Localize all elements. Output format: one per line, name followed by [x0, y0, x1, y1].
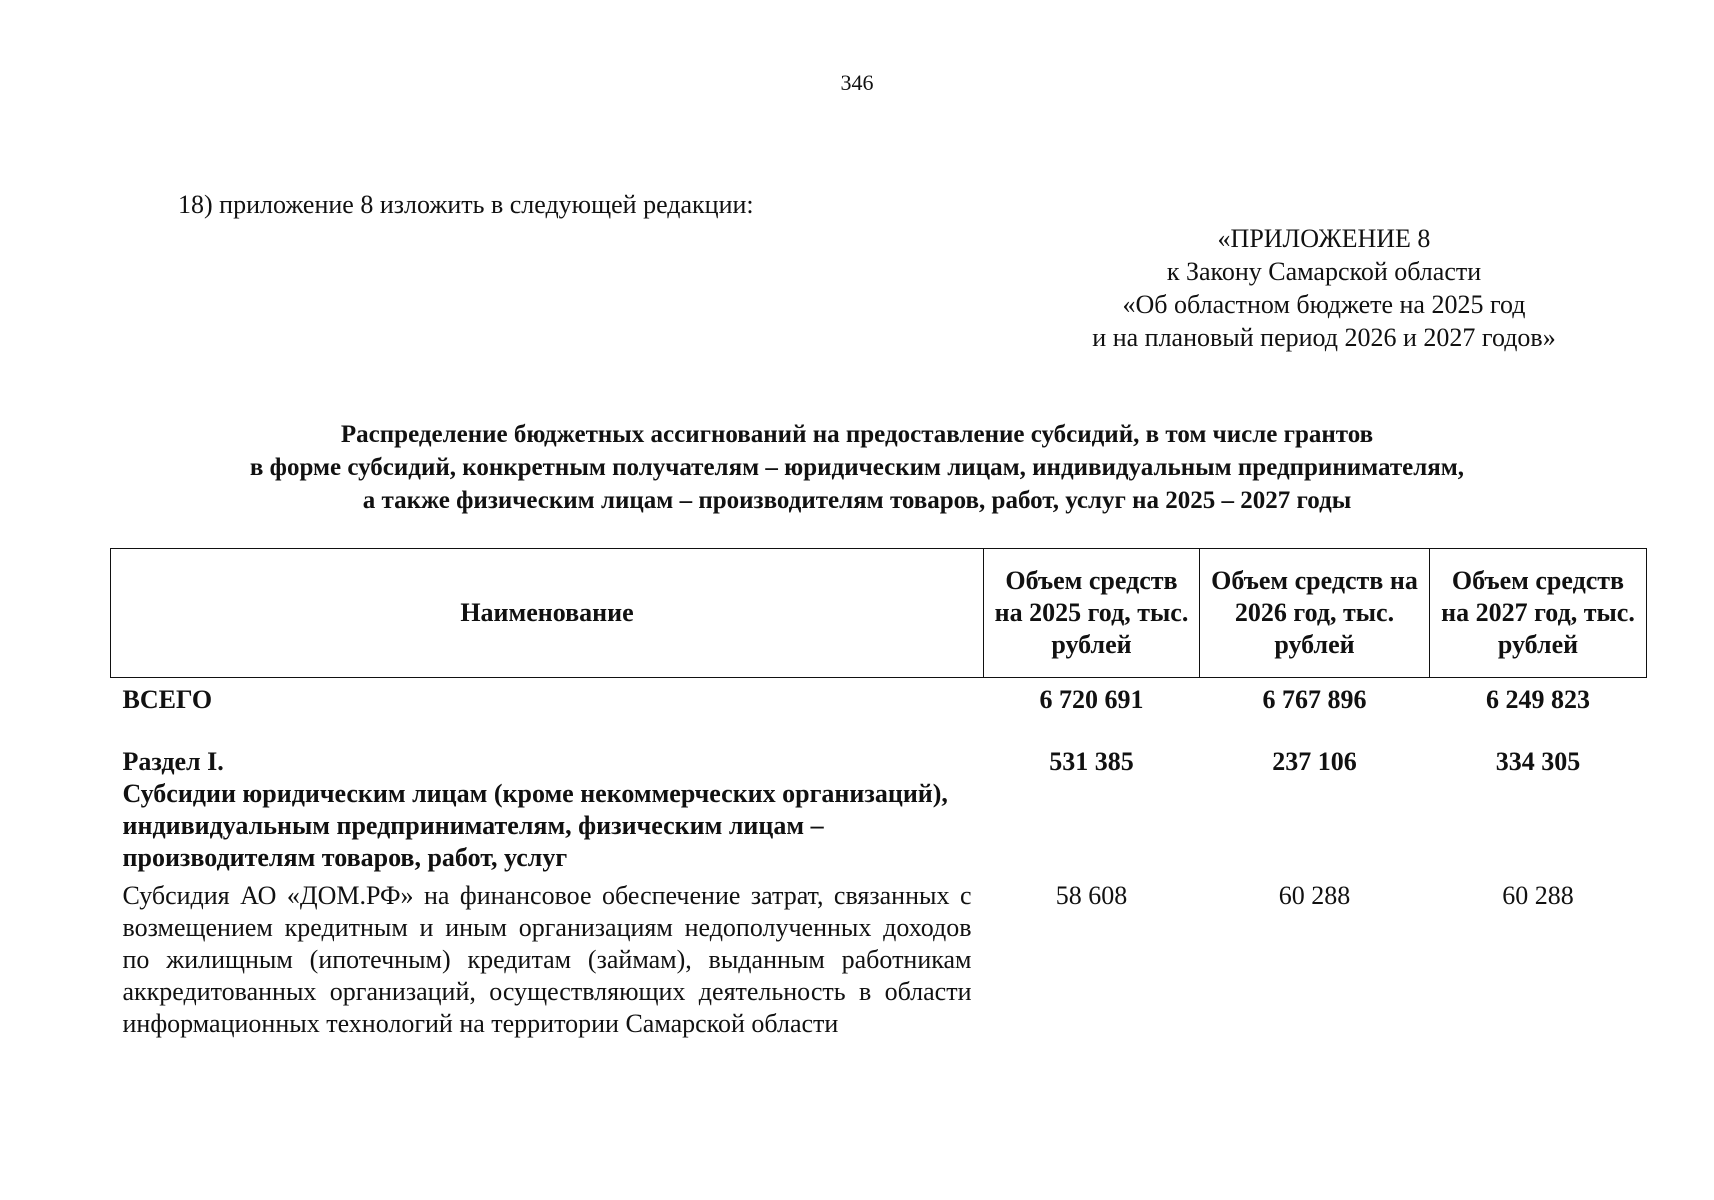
table-row-total: [111, 678, 1647, 747]
table-header-row: [111, 549, 1647, 678]
appendix-header: [1014, 222, 1634, 354]
section-name: Субсидии юридическим лицам (кроме некоммерческих организаций), индивидуальным предпринимателям, физическим лицам – производителям товаров, работ, услуг: [122, 779, 948, 872]
appendix-line: к Закону Самарской области: [1166, 257, 1482, 286]
item-2025: 58 608: [1055, 881, 1128, 910]
item-2027: 60 288: [1502, 881, 1574, 910]
title-line: Распределение бюджетных ассигнований на предоставление субсидий, в том числе грантов: [340, 421, 1374, 448]
page-number: 346: [840, 70, 874, 95]
intro-text: 18) приложение 8 изложить в следующей редакции:: [178, 190, 754, 219]
section-label: Раздел I.: [122, 747, 224, 776]
appendix-line: и на плановый период 2026 и 2027 годов»: [1092, 323, 1556, 352]
header-name: Наименование: [111, 549, 984, 678]
appendix-line: «Об областном бюджете на 2025 год: [1122, 290, 1526, 319]
total-2026: 6 767 896: [1262, 685, 1367, 714]
document-title: [0, 418, 1714, 517]
title-line: в форме субсидий, конкретным получателям – юридическим лицам, индивидуальным предпринимателям,: [249, 454, 1465, 481]
total-2027: 6 249 823: [1486, 685, 1590, 714]
section-cell: [111, 746, 984, 880]
appendix-line: «ПРИЛОЖЕНИЕ 8: [1217, 224, 1431, 253]
section-2027: 334 305: [1495, 747, 1581, 776]
header-2025: Объем средств на 2025 год, тыс. рублей: [984, 549, 1200, 678]
section-2025: 531 385: [1049, 747, 1134, 776]
section-2026: 237 106: [1272, 747, 1357, 776]
budget-table: [110, 548, 1647, 1040]
item-2026: 60 288: [1278, 881, 1351, 910]
table-row: [111, 880, 1647, 1040]
header-2027: Объем средств на 2027 год, тыс. рублей: [1430, 549, 1647, 678]
title-line: а также физическим лицам – производителям товаров, работ, услуг на 2025 – 2027 годы: [362, 487, 1352, 514]
total-2025: 6 720 691: [1039, 685, 1144, 714]
table-row-section: [111, 746, 1647, 880]
header-2026: Объем средств на 2026 год, тыс. рублей: [1200, 549, 1430, 678]
total-name: ВСЕГО: [122, 685, 213, 714]
item-name: Субсидия АО «ДОМ.РФ» на финансовое обеспечение затрат, связанных с возмещением кредитным и иным организациям недополученных доходов по жилищным (ипотечным) кредитам (займам), выданным работникам аккредитованных организаций, осуществляющих деятельность в области информационных технологий на территории Самарской области: [122, 881, 972, 1038]
